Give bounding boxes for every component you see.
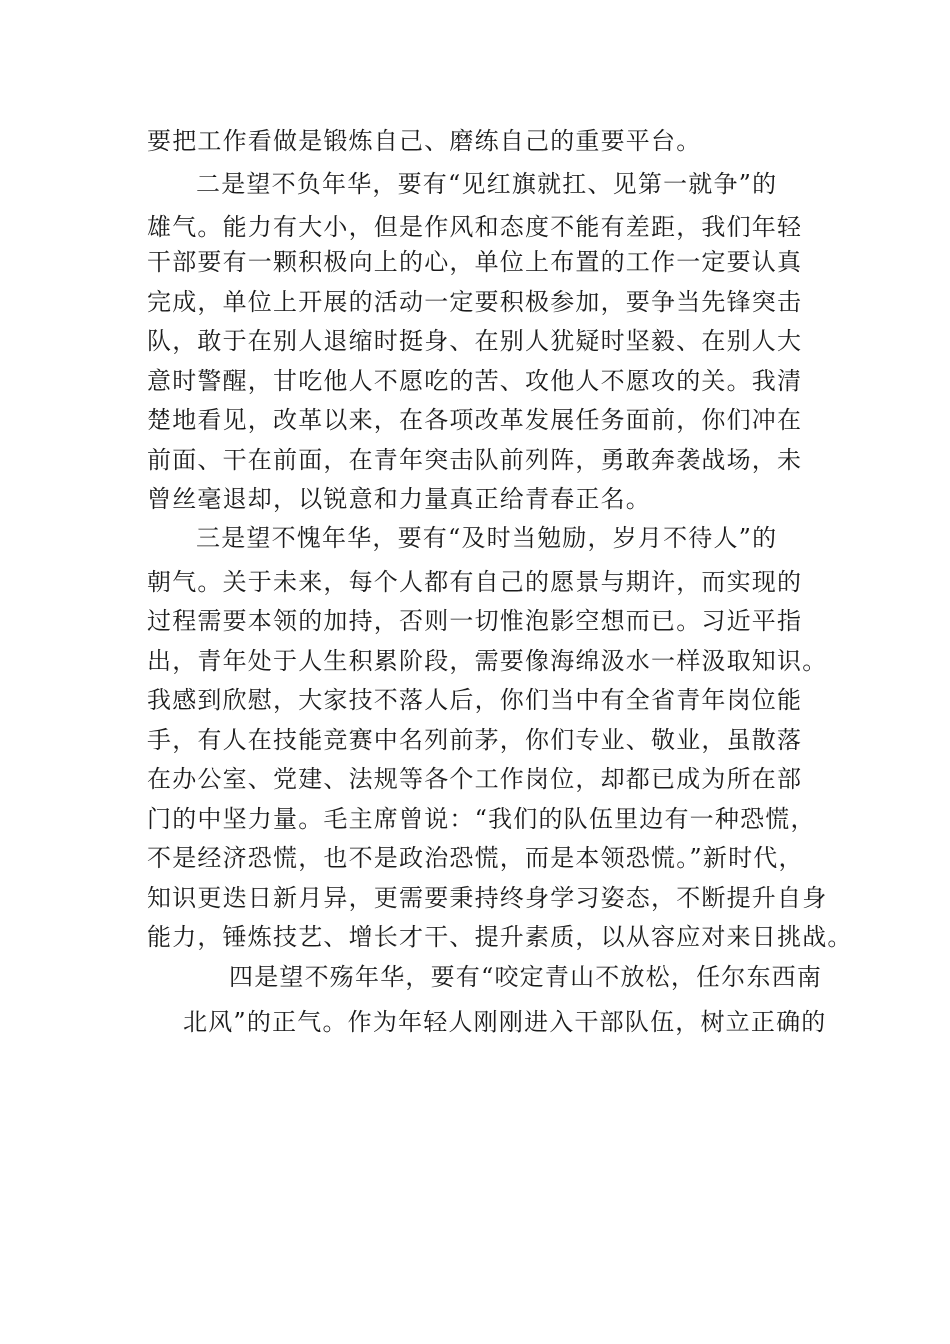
text-line: 完成，单位上开展的活动一定要积极参加，要争当先锋突击 [147,288,803,316]
text-line: 能力，锤炼技艺、增长才干、提升素质，以从容应对来日挑战。 [147,923,853,951]
text-line: 手，有人在技能竞赛中名列前茅，你们专业、敬业，虽散落 [147,726,803,754]
text-line: 雄气。能力有大小，但是作风和态度不能有差距，我们年轻 [147,213,803,241]
text-line: 出，青年处于人生积累阶段，需要像海绵汲水一样汲取知识。 [147,647,828,675]
text-line: 北风”的正气。作为年轻人刚刚进入干部队伍，树立正确的 [183,1008,827,1036]
text-line: 队，敢于在别人退缩时挺身、在别人犹疑时坚毅、在别人大 [147,327,803,355]
text-line: 干部要有一颗积极向上的心，单位上布置的工作一定要认真 [147,248,803,276]
text-line: 知识更迭日新月异，更需要秉持终身学习姿态，不断提升自身 [147,884,828,912]
text-line: 曾丝毫退却，以锐意和力量真正给青春正名。 [147,485,651,513]
text-line: 过程需要本领的加持，否则一切惟泡影空想而已。习近平指 [147,607,803,635]
text-line: 门的中坚力量。毛主席曾说：“我们的队伍里边有一种恐慌， [147,805,816,833]
text-line: 朝气。关于未来，每个人都有自己的愿景与期许，而实现的 [147,568,803,596]
paragraph-4-first-line: 四是望不殇年华，要有“咬定青山不放松，任尔东西南 [229,963,823,991]
text-line: 要把工作看做是锻炼自己、磨练自己的重要平台。 [147,127,702,155]
text-line: 我感到欣慰，大家技不落人后，你们当中有全省青年岗位能 [147,686,803,714]
text-line: 楚地看见，改革以来，在各项改革发展任务面前，你们冲在 [147,406,803,434]
paragraph-3-first-line: 三是望不愧年华，要有“及时当勉励，岁月不待人”的 [196,524,778,552]
text-line: 在办公室、党建、法规等各个工作岗位，却都已成为所在部 [147,765,803,793]
text-line: 前面、干在前面，在青年突击队前列阵，勇敢奔袭战场，未 [147,446,803,474]
text-line: 不是经济恐慌，也不是政治恐慌，而是本领恐慌。”新时代， [147,844,804,872]
text-line: 意时警醒，甘吃他人不愿吃的苦、攻他人不愿攻的关。我清 [147,367,803,395]
paragraph-2-first-line: 二是望不负年华，要有“见红旗就扛、见第一就争”的 [196,170,778,198]
